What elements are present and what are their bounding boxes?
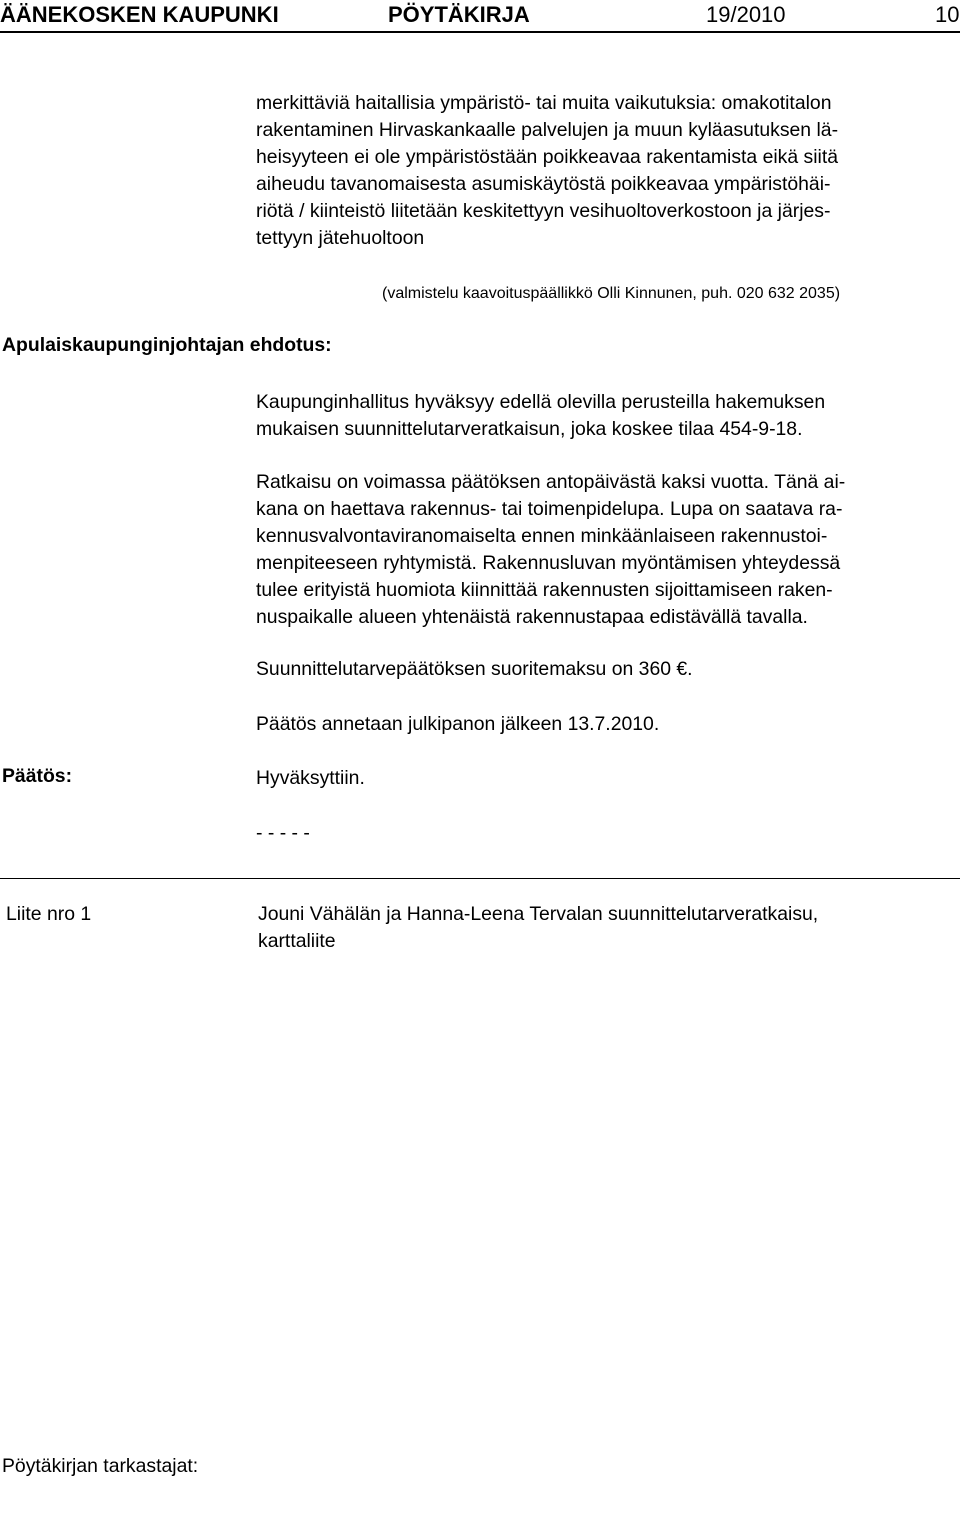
document-type: PÖYTÄKIRJA bbox=[388, 2, 530, 27]
text-line: nuspaikalle alueen yhtenäistä rakennustapaa edistävällä tavalla. bbox=[256, 606, 808, 628]
text-line: rakentaminen Hirvaskankaalle palvelujen ja muun kyläasutuksen lä- bbox=[256, 119, 839, 141]
preparer-note: (valmistelu kaavoituspäällikkö Olli Kinnunen, puh. 020 632 2035) bbox=[382, 285, 841, 302]
separator: - - - - - bbox=[256, 822, 310, 844]
header-rule bbox=[0, 31, 960, 33]
text-line: aiheudu tavanomaisesta asumiskäytöstä poikkeavaa ympäristöhäi- bbox=[256, 173, 831, 195]
decision-label: Päätös: bbox=[2, 765, 73, 787]
decision-text: Hyväksyttiin. bbox=[256, 767, 365, 789]
organization-name: ÄÄNEKOSKEN KAUPUNKI bbox=[0, 2, 279, 27]
text-line: Jouni Vähälän ja Hanna-Leena Tervalan suunnittelutarveratkaisu, bbox=[258, 903, 819, 925]
text-line: heisyyteen ei ole ympäristöstään poikkeavaa rakentamista eikä siitä bbox=[256, 146, 839, 168]
text-line: kennusvalvontaviranomaiselta ennen minkäänlaiseen rakennustoi- bbox=[256, 525, 828, 547]
text-line: Kaupunginhallitus hyväksyy edellä olevilla perusteilla hakemuksen bbox=[256, 391, 826, 413]
intro-paragraph bbox=[256, 90, 838, 252]
attachment-label: Liite nro 1 bbox=[6, 903, 92, 925]
text-line: tulee erityistä huomiota kiinnittää rakennusten sijoittamiseen raken- bbox=[256, 579, 833, 601]
notice-line: Päätös annetaan julkipanon jälkeen 13.7.2010. bbox=[256, 713, 660, 735]
text-line: kana on haettava rakennus- tai toimenpidelupa. Lupa on saatava ra- bbox=[256, 498, 843, 520]
proposal-paragraph bbox=[256, 389, 825, 443]
text-line: Ratkaisu on voimassa päätöksen antopäivästä kaksi vuotta. Tänä ai- bbox=[256, 471, 846, 493]
text-line: riötä / kiinteistö liitetään keskitettyyn vesihuoltoverkostoon ja järjes- bbox=[256, 200, 831, 222]
text-line: menpiteeseen ryhtymistä. Rakennusluvan myöntämisen yhteydessä bbox=[256, 552, 841, 574]
text-line: merkittäviä haitallisia ympäristö- tai muita vaikutuksia: omakotitalon bbox=[256, 92, 832, 114]
text-line: tettyyn jätehuoltoon bbox=[256, 227, 425, 249]
fee-line: Suunnittelutarvepäätöksen suoritemaksu on 360 €. bbox=[256, 658, 693, 680]
validity-paragraph bbox=[256, 469, 845, 631]
section-rule bbox=[0, 878, 960, 879]
proposal-label: Apulaiskaupunginjohtajan ehdotus: bbox=[2, 334, 332, 356]
meeting-number: 19/2010 bbox=[706, 2, 786, 27]
text-line: karttaliite bbox=[258, 930, 336, 952]
text-line: mukaisen suunnittelutarveratkaisun, joka koskee tilaa 454-9-18. bbox=[256, 418, 803, 440]
attachment-description bbox=[258, 901, 818, 955]
footer-inspectors: Pöytäkirjan tarkastajat: bbox=[2, 1455, 199, 1477]
page-number: 10 bbox=[935, 2, 960, 27]
